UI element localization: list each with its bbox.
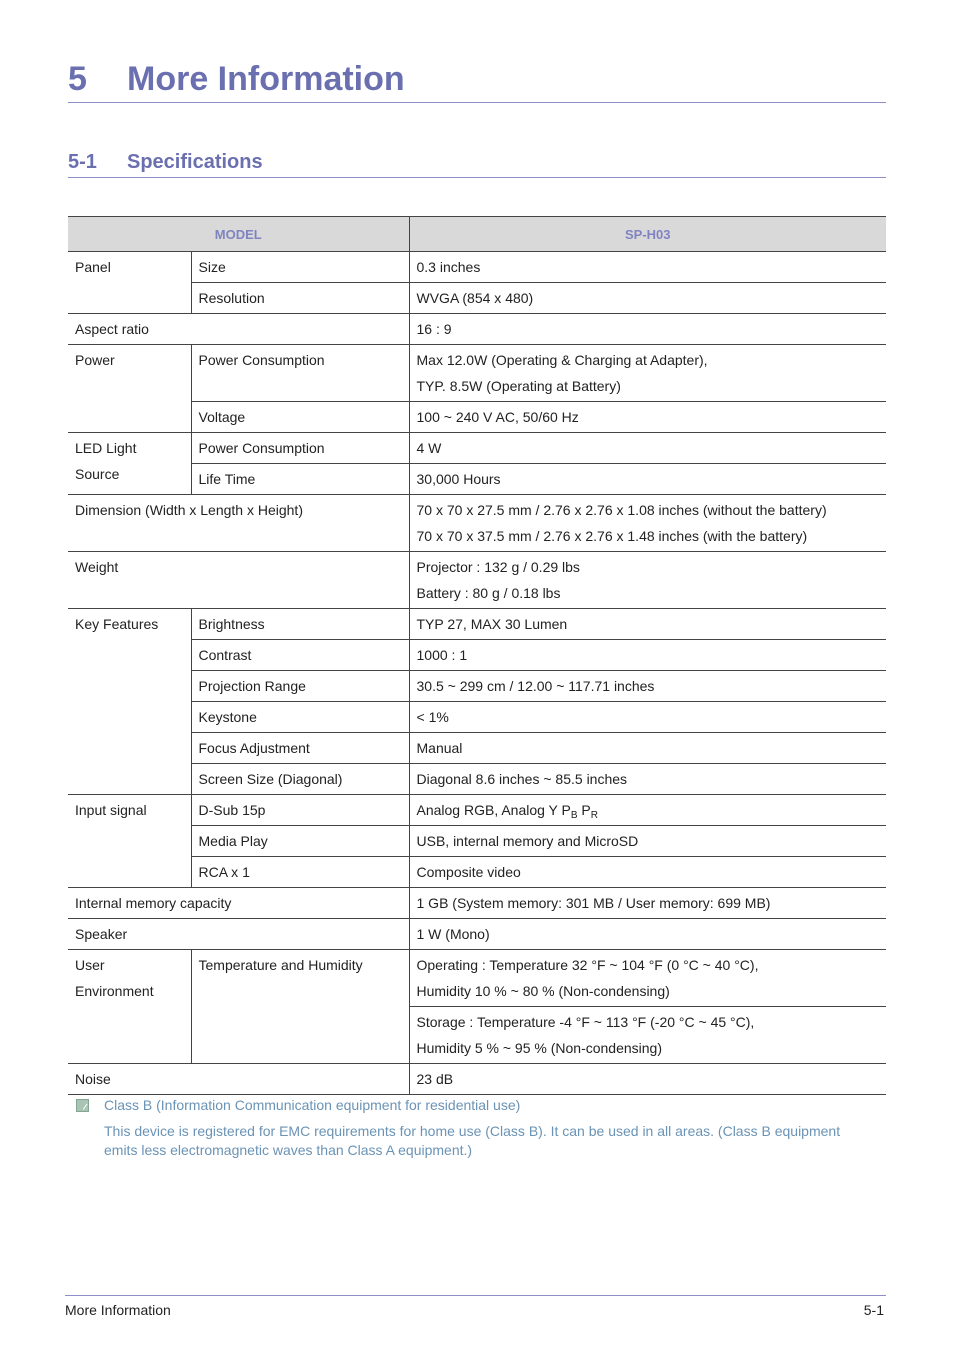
- led-consumption-label: Power Consumption: [191, 433, 409, 464]
- led-consumption-value: 4 W: [409, 433, 886, 464]
- panel-resolution-value: WVGA (854 x 480): [409, 283, 886, 314]
- voltage-label: Voltage: [191, 402, 409, 433]
- dsub-label: D-Sub 15p: [191, 795, 409, 826]
- aspect-ratio-label: Aspect ratio: [68, 314, 409, 345]
- table-row: [68, 283, 886, 314]
- table-row: [68, 609, 886, 640]
- storage-line: Humidity 5 % ~ 95 % (Non-condensing): [416, 1040, 663, 1056]
- storage-value: [409, 1007, 886, 1064]
- led-group-cell: LED Light Source: [68, 433, 191, 495]
- screen-size-label: Screen Size (Diagonal): [191, 764, 409, 795]
- speaker-label: Speaker: [68, 919, 409, 950]
- chapter-title: More Information: [127, 60, 405, 98]
- table-row: [68, 919, 886, 950]
- power-group-cell: Power: [68, 345, 191, 433]
- focus-label: Focus Adjustment: [191, 733, 409, 764]
- table-row: [68, 402, 886, 433]
- chapter-number: 5: [68, 60, 87, 98]
- aspect-ratio-value: 16 : 9: [409, 314, 886, 345]
- rca-label: RCA x 1: [191, 857, 409, 888]
- note-icon: [76, 1099, 89, 1112]
- projection-range-value: 30.5 ~ 299 cm / 12.00 ~ 117.71 inches: [409, 671, 886, 702]
- power-consumption-value: [409, 345, 886, 402]
- dimension-line: 70 x 70 x 37.5 mm / 2.76 x 2.76 x 1.48 inches (with the battery): [416, 528, 808, 544]
- note-body: This device is registered for EMC requirements for home use (Class B). It can be used in all areas. (Class B equipment emits less electromagnetic waves than Class A equipment.): [104, 1123, 841, 1158]
- operating-line: Humidity 10 % ~ 80 % (Non-condensing): [416, 983, 670, 999]
- memory-label: Internal memory capacity: [68, 888, 409, 919]
- table-row: [68, 552, 886, 609]
- keystone-value: < 1%: [409, 702, 886, 733]
- key-features-group-cell: Key Features: [68, 609, 191, 795]
- section-heading: [68, 148, 886, 178]
- panel-size-value: 0.3 inches: [409, 252, 886, 283]
- projection-range-label: Projection Range: [191, 671, 409, 702]
- focus-value: Manual: [409, 733, 886, 764]
- storage-line: Storage : Temperature -4 °F ~ 113 °F (-20 °C ~ 45 °C),: [416, 1014, 755, 1030]
- environment-group-cell: User Environment: [68, 950, 191, 1064]
- operating-line: Operating : Temperature 32 °F ~ 104 °F (0 °C ~ 40 °C),: [416, 957, 759, 973]
- dsub-value-prefix: Analog RGB, Analog Y P: [416, 802, 571, 818]
- table-row: [68, 495, 886, 552]
- panel-size-label: Size: [191, 252, 409, 283]
- input-group-cell: Input signal: [68, 795, 191, 888]
- table-row: [68, 764, 886, 795]
- dimension-label: Dimension (Width x Length x Height): [68, 495, 409, 552]
- dsub-subscript-r: R: [590, 810, 599, 821]
- section-title: Specifications: [127, 151, 263, 173]
- dsub-subscript-b: B: [570, 810, 578, 821]
- page-footer: [65, 1295, 886, 1318]
- contrast-label: Contrast: [191, 640, 409, 671]
- weight-label: Weight: [68, 552, 409, 609]
- table-row: [68, 857, 886, 888]
- noise-label: Noise: [68, 1064, 409, 1095]
- table-row: [68, 345, 886, 402]
- note-title: Class B (Information Communication equipment for residential use): [104, 1097, 521, 1113]
- table-row: [68, 314, 886, 345]
- power-consumption-label: Power Consumption: [191, 345, 409, 402]
- table-row: [68, 950, 886, 1007]
- table-row: [68, 433, 886, 464]
- panel-resolution-label: Resolution: [191, 283, 409, 314]
- chapter-heading: [68, 56, 886, 103]
- footer-section-title: More Information: [65, 1302, 171, 1318]
- table-row: [68, 733, 886, 764]
- weight-value: [409, 552, 886, 609]
- table-row: [68, 252, 886, 283]
- voltage-value: 100 ~ 240 V AC, 50/60 Hz: [409, 402, 886, 433]
- table-row: [68, 702, 886, 733]
- weight-line: Projector : 132 g / 0.29 lbs: [416, 559, 580, 575]
- media-play-value: USB, internal memory and MicroSD: [409, 826, 886, 857]
- dimension-value: [409, 495, 886, 552]
- operating-value: [409, 950, 886, 1007]
- table-header-row: [68, 217, 886, 252]
- dimension-line: 70 x 70 x 27.5 mm / 2.76 x 2.76 x 1.08 inches (without the battery): [416, 502, 827, 518]
- footer-page-number: 5-1: [863, 1302, 884, 1318]
- table-row: [68, 795, 886, 826]
- brightness-label: Brightness: [191, 609, 409, 640]
- model-value-header: SP-H03: [409, 217, 886, 252]
- rca-value: Composite video: [409, 857, 886, 888]
- weight-line: Battery : 80 g / 0.18 lbs: [416, 585, 561, 601]
- led-life-label: Life Time: [191, 464, 409, 495]
- temperature-humidity-label: Temperature and Humidity: [191, 950, 409, 1064]
- screen-size-value: Diagonal 8.6 inches ~ 85.5 inches: [409, 764, 886, 795]
- contrast-value: 1000 : 1: [409, 640, 886, 671]
- speaker-value: 1 W (Mono): [409, 919, 886, 950]
- dsub-value: [409, 795, 886, 826]
- brightness-value: TYP 27, MAX 30 Lumen: [409, 609, 886, 640]
- memory-value: 1 GB (System memory: 301 MB / User memory: 699 MB): [409, 888, 886, 919]
- model-header: MODEL: [68, 217, 409, 252]
- specifications-table: [68, 216, 886, 1095]
- table-row: [68, 640, 886, 671]
- table-row: [68, 464, 886, 495]
- panel-group-cell: Panel: [68, 252, 191, 314]
- noise-value: 23 dB: [409, 1064, 886, 1095]
- power-consumption-line: TYP. 8.5W (Operating at Battery): [416, 378, 621, 394]
- dsub-value-mid: P: [577, 802, 591, 818]
- table-row: [68, 888, 886, 919]
- led-life-value: 30,000 Hours: [409, 464, 886, 495]
- table-row: [68, 1064, 886, 1095]
- table-row: [68, 826, 886, 857]
- table-row: [68, 671, 886, 702]
- section-number: 5-1: [68, 151, 97, 173]
- media-play-label: Media Play: [191, 826, 409, 857]
- keystone-label: Keystone: [191, 702, 409, 733]
- power-consumption-line: Max 12.0W (Operating & Charging at Adapter),: [416, 352, 708, 368]
